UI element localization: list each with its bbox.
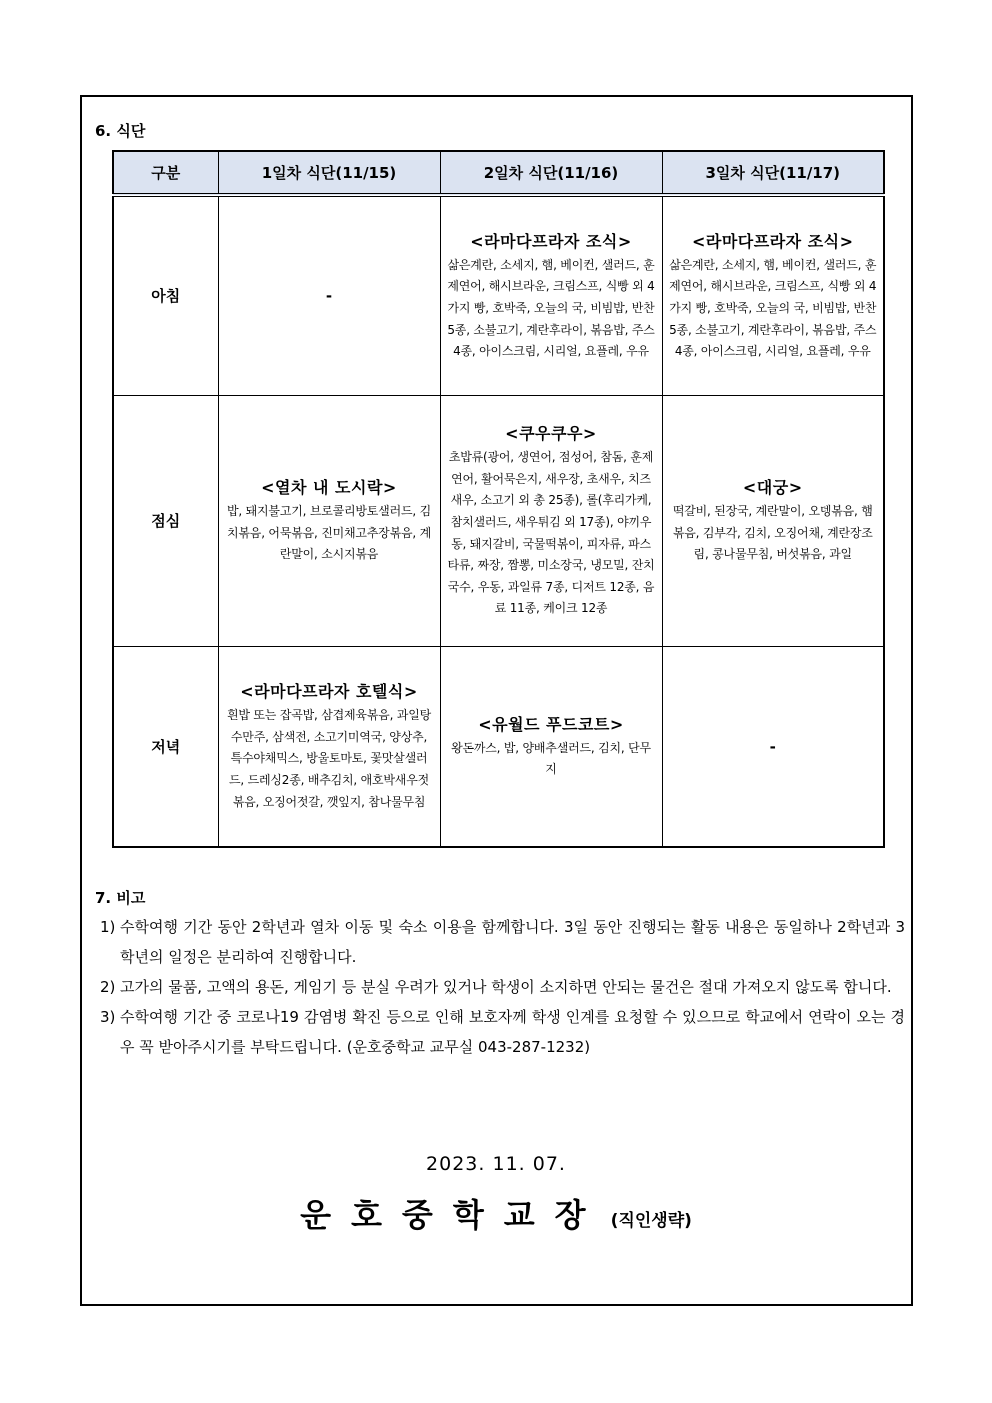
- principal-signature: [0, 1190, 992, 1236]
- section-7-title: [95, 887, 145, 908]
- cell-dinner-day2: [440, 646, 662, 847]
- remark-number: 3): [100, 1008, 116, 1026]
- menu-items: 왕돈까스, 밥, 양배추샐러드, 김치, 단무지: [451, 740, 651, 777]
- remark-item: [100, 1002, 905, 1062]
- header-day2: 2일차 식단(11/16): [440, 151, 662, 195]
- row-label-lunch: 점심: [113, 395, 218, 646]
- cell-breakfast-day2: [440, 195, 662, 395]
- remark-item: [100, 972, 905, 1002]
- menu-items: 초밥류(광어, 생연어, 점성어, 참돔, 훈제연어, 활어묵은지, 새우장, 초새우, 치즈새우, 소고기 외 총 25종), 롤(후리가케, 참치샐러드, 새우튀김 외 17종), 야끼우동, 돼지갈비, 국물떡볶이, 피자류, 파스타류, 짜장, 짬뽕, 미소장국, 냉모밀, 잔치국수, 우동, 과일류 7종, 디저트 12종, 음료 11종, 케이크 12종: [447, 450, 655, 616]
- row-label-breakfast: 아침: [113, 195, 218, 395]
- remarks-list: [100, 912, 905, 1062]
- menu-items: 밥, 돼지불고기, 브로콜리방토샐러드, 김치볶음, 어묵볶음, 진미채고추장볶음, 계란말이, 소시지볶음: [227, 504, 431, 562]
- table-row-breakfast: [113, 195, 884, 395]
- menu-items: 삶은계란, 소세지, 햄, 베이컨, 샐러드, 훈제연어, 해시브라운, 크림스프, 식빵 외 4가지 빵, 호박죽, 오늘의 국, 비빔밥, 반찬 5종, 소불고기, 계란후라이, 볶음밥, 주스4종, 아이스크림, 시리얼, 요플레, 우유: [447, 257, 655, 359]
- cell-lunch-day3: [662, 395, 884, 646]
- venue-name: <열차 내 도시락>: [261, 478, 397, 498]
- remark-text: 수학여행 기간 동안 2학년과 열차 이동 및 숙소 이용을 함께합니다. 3일 동안 진행되는 활동 내용은 동일하나 2학년과 3학년의 일정은 분리하여 진행합니다.: [120, 918, 905, 966]
- table-row-dinner: [113, 646, 884, 847]
- signature-name: 운호중학교장: [300, 1196, 606, 1234]
- menu-items: 흰밥 또는 잡곡밥, 삼겹제육볶음, 과일탕수만주, 삼색전, 소고기미역국, 양상추, 특수야채믹스, 방울토마토, 꽃맛살샐러드, 드레싱2종, 배추김치, 애호박새우젓볶음, 오징어젓갈, 깻잎지, 참나물무침: [227, 708, 431, 809]
- remark-number: 2): [100, 978, 116, 996]
- seal-omitted-note: (직인생략): [610, 1211, 692, 1231]
- venue-name: <라마다프라자 조식>: [470, 231, 632, 251]
- cell-breakfast-day3: [662, 195, 884, 395]
- menu-items: 삶은계란, 소세지, 햄, 베이컨, 샐러드, 훈제연어, 해시브라운, 크림스프, 식빵 외 4가지 빵, 호박죽, 오늘의 국, 비빔밥, 반찬 5종, 소불고기, 계란후라이, 볶음밥, 주스4종, 아이스크림, 시리얼, 요플레, 우유: [669, 257, 877, 359]
- cell-dinner-day3: [662, 646, 884, 847]
- venue-name: <쿠우쿠우>: [505, 424, 597, 444]
- section-6-title: 6. 식단: [95, 122, 146, 140]
- venue-name: <라마다프라자 호텔식>: [240, 682, 418, 702]
- header-day1: 1일차 식단(11/15): [218, 151, 440, 195]
- cell-breakfast-day1: [218, 195, 440, 395]
- remark-number: 1): [100, 918, 116, 936]
- cell-lunch-day1: [218, 395, 440, 646]
- table-row-lunch: [113, 395, 884, 646]
- header-day3: 3일차 식단(11/17): [662, 151, 884, 195]
- empty-dash: -: [325, 287, 333, 306]
- remark-text: 수학여행 기간 중 코로나19 감염병 확진 등으로 인해 보호자께 학생 인계를 요청할 수 있으므로 학교에서 연락이 오는 경우 꼭 받아주시기를 부탁드립니다. (운호중학교 교무실 043-287-1232): [120, 1008, 905, 1056]
- empty-dash: -: [769, 737, 776, 756]
- remark-item: [100, 912, 905, 972]
- venue-name: <라마다프라자 조식>: [691, 231, 854, 251]
- section-7-title-text: 7. 비고: [95, 889, 146, 907]
- cell-dinner-day1: [218, 646, 440, 847]
- cell-lunch-day2: [440, 395, 662, 646]
- venue-name: <유월드 푸드코트>: [478, 714, 624, 734]
- header-category: 구분: [113, 151, 218, 195]
- meal-table: [112, 150, 885, 848]
- row-label-dinner: 저녁: [113, 646, 218, 847]
- table-header-row: [113, 151, 884, 195]
- menu-items: 떡갈비, 된장국, 계란말이, 오뎅볶음, 햄볶음, 김부각, 김치, 오징어채, 계란장조림, 콩나물무침, 버섯볶음, 과일: [672, 504, 873, 562]
- remark-text: 고가의 물품, 고액의 용돈, 게임기 등 분실 우려가 있거나 학생이 소지하면 안되는 물건은 절대 가져오지 않도록 합니다.: [120, 978, 892, 996]
- venue-name: <대궁>: [742, 478, 803, 498]
- document-date: 2023. 11. 07.: [426, 1153, 566, 1175]
